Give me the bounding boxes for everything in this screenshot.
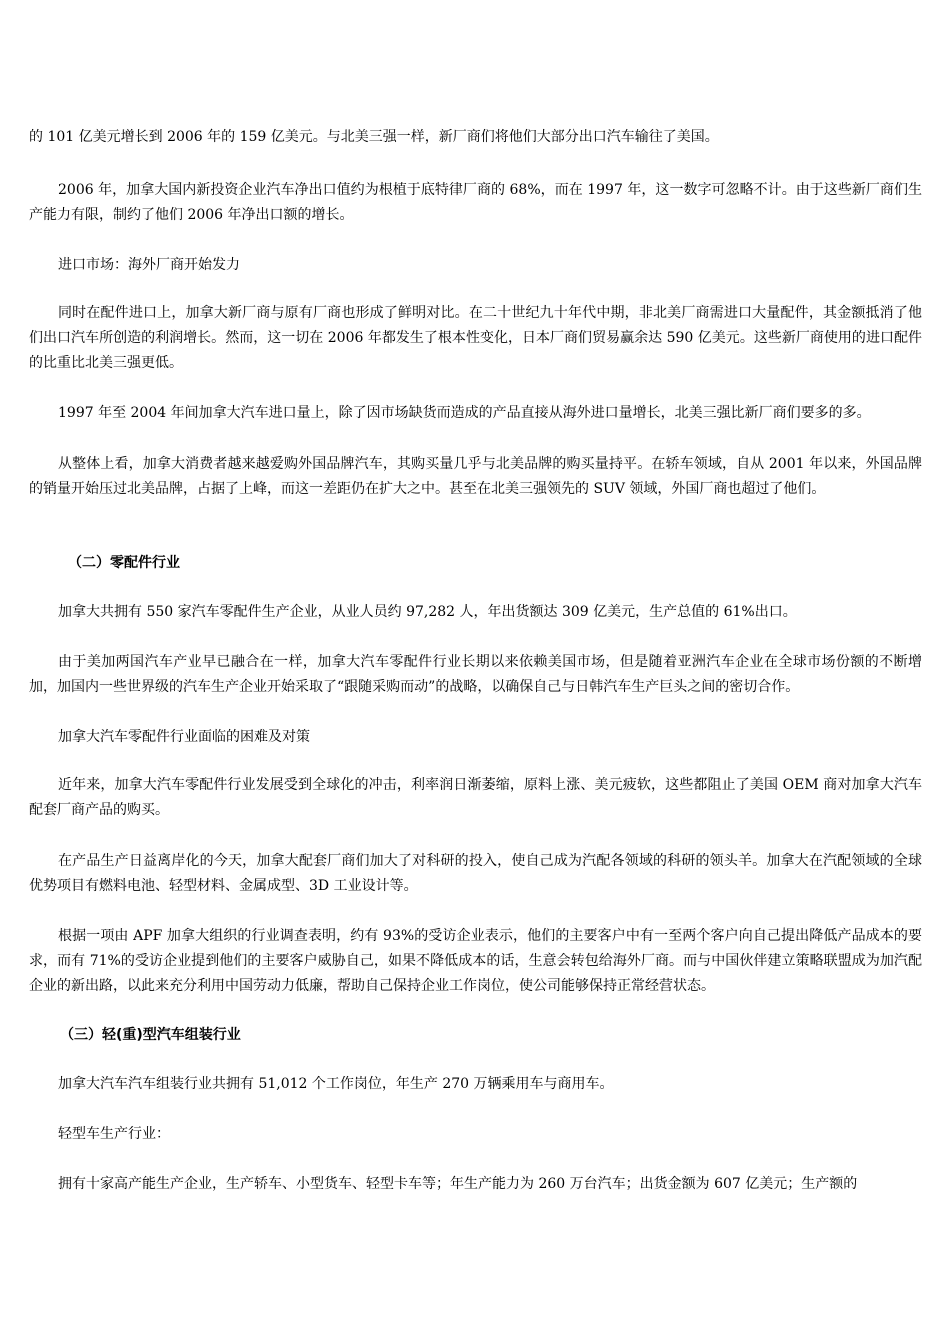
paragraph-light-vehicle-capacity: 拥有十家高产能生产企业，生产轿车、小型货车、轻型卡车等；年生产能力为 260 万台汽车；出货金额为 607 亿美元；生产额的 — [58, 1176, 858, 1192]
paragraph-import-volume: 1997 年至 2004 年间加拿大汽车进口量上，除了因市场缺货而造成的产品直接从海外进口量增长，北美三强比新厂商们要多的多。 — [58, 405, 871, 421]
paragraph-parts-overview: 加拿大共拥有 550 家汽车零配件生产企业，从业人员约 97,282 人，年出货额达 309 亿美元，生产总值的 61%出口。 — [58, 604, 797, 620]
paragraph-light-vehicle-title: 轻型车生产行业： — [58, 1126, 170, 1142]
paragraph-foreign-brands: 从整体上看，加拿大消费者越来越爱购外国品牌汽车，其购买量几乎与北美品牌的购买量持平。在轿车领域，自从 2001 年以来，外国品牌的销量开始压过北美品牌，占据了上峰，而这一差距仍在扩大之中。甚至在北美三强领先的 SUV 领域，外国厂商也超过了他们。 — [29, 456, 922, 497]
paragraph-import-market-title: 进口市场：海外厂商开始发力 — [58, 257, 240, 273]
paragraph-apf-survey: 根据一项由 APF 加拿大组织的行业调查表明，约有 93%的受访企业表示，他们的主要客户中有一至两个客户向自己提出降低产品成本的要求，而有 71%的受访企业提到他们的主要客户威胁自己，如果不降低成本的话，生意会转包给海外厂商。而与中国伙伴建立策略联盟成为加汽配企业的新出路，以此来充分利用中国劳动力低廉，帮助自己保持企业工作岗位，使公司能够保持正常经营状态。 — [29, 928, 922, 994]
paragraph-net-export-2006: 2006 年，加拿大国内新投资企业汽车净出口值约为根植于底特律厂商的 68%，而在 1997 年，这一数字可忽略不计。由于这些新厂商们生产能力有限，制约了他们 2006 年净出口额的增长。 — [29, 182, 922, 223]
paragraph-assembly-jobs: 加拿大汽车汽车组装行业共拥有 51,012 个工作岗位，年生产 270 万辆乘用车与商用车。 — [58, 1076, 614, 1092]
paragraph-us-market-dependence: 由于美加两国汽车产业早已融合在一样，加拿大汽车零配件行业长期以来依赖美国市场，但是随着亚洲汽车企业在全球市场份额的不断增加，加国内一些世界级的汽车生产企业开始采取了“跟随采购而动”的战略，以确保自己与日韩汽车生产巨头之间的密切合作。 — [29, 654, 922, 695]
section-heading-assembly-industry: （三）轻(重)型汽车组装行业 — [60, 1027, 241, 1043]
section-heading-parts-industry: （二）零配件行业 — [68, 555, 180, 571]
paragraph-difficulties-title: 加拿大汽车零配件行业面临的困难及对策 — [58, 729, 310, 745]
paragraph-rd-investment: 在产品生产日益离岸化的今天，加拿大配套厂商们加大了对科研的投入，使自己成为汽配各领域的科研的领头羊。加拿大在汽配领域的全球优势项目有燃料电池、轻型材料、金属成型、3D 工业设计等。 — [29, 853, 922, 894]
paragraph-globalization-impact: 近年来，加拿大汽车零配件行业发展受到全球化的冲击，利率润日渐萎缩，原料上涨、美元疲软，这些都阻止了美国 OEM 商对加拿大汽车配套厂商产品的购买。 — [29, 777, 922, 818]
paragraph-parts-import: 同时在配件进口上，加拿大新厂商与原有厂商也形成了鲜明对比。在二十世纪九十年代中期，非北美厂商需进口大量配件，其金额抵消了他们出口汽车所创造的利润增长。然而，这一切在 2006 年都发生了根本性变化，日本厂商们贸易赢余达 590 亿美元。这些新厂商使用的进口配件的比重比北美三强更低。 — [29, 305, 922, 371]
paragraph-export-growth: 的 101 亿美元增长到 2006 年的 159 亿美元。与北美三强一样，新厂商们将他们大部分出口汽车输往了美国。 — [29, 129, 719, 145]
